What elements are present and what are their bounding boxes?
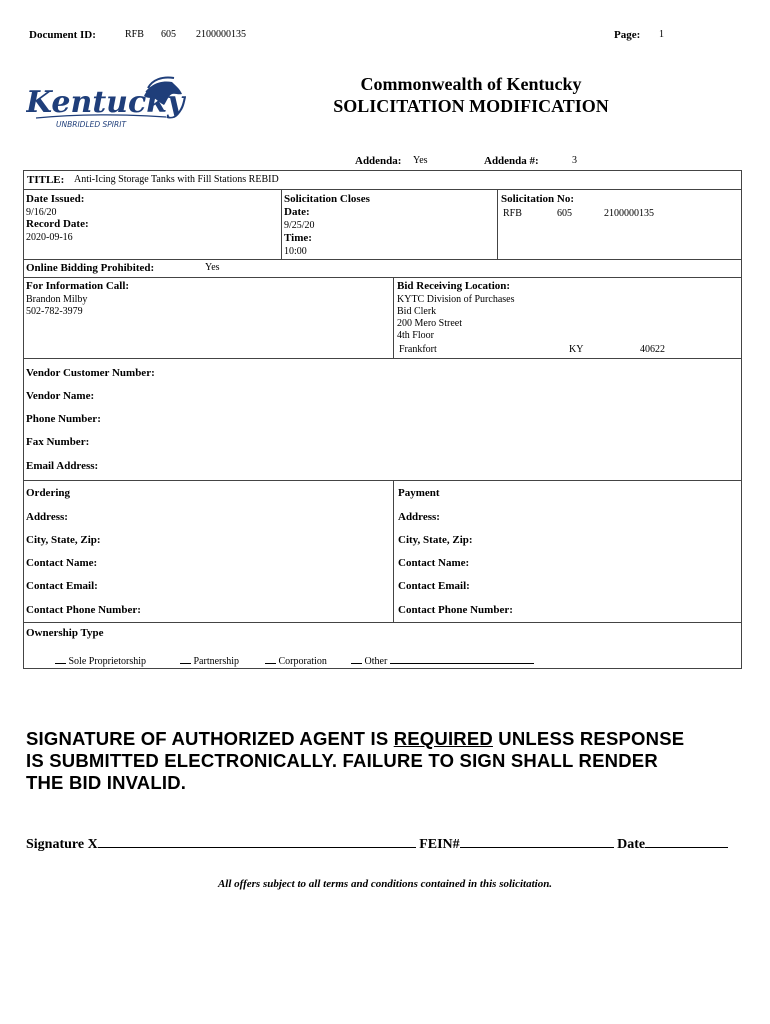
logo-tagline: UNBRIDLED SPIRIT bbox=[56, 120, 127, 129]
kentucky-logo bbox=[26, 74, 186, 134]
info-call-label: For Information Call: bbox=[26, 280, 130, 292]
ownership-option-corporation[interactable] bbox=[265, 654, 327, 667]
warning-pre: SIGNATURE OF AUTHORIZED AGENT IS bbox=[26, 728, 394, 749]
ownership-option-other[interactable] bbox=[351, 654, 534, 667]
doc-code: 605 bbox=[161, 29, 176, 40]
closes-date-label: Date: bbox=[284, 206, 310, 218]
payment-contact-email-label: Contact Email: bbox=[398, 580, 470, 592]
divider bbox=[23, 622, 742, 623]
info-contact-phone: 502-782-3979 bbox=[26, 306, 83, 317]
doc-id-label: Document ID: bbox=[29, 29, 96, 41]
addenda-num-label: Addenda #: bbox=[484, 155, 539, 167]
ownership-option-label: Corporation bbox=[278, 656, 327, 667]
ownership-heading: Ownership Type bbox=[26, 627, 104, 639]
divider bbox=[23, 480, 742, 481]
payment-contact-name-label: Contact Name: bbox=[398, 557, 470, 569]
closes-label: Solicitation Closes bbox=[284, 193, 370, 205]
record-date-label: Record Date: bbox=[26, 218, 89, 230]
checkbox-blank[interactable] bbox=[351, 654, 362, 664]
checkbox-blank[interactable] bbox=[265, 654, 276, 664]
bid-location-line1: KYTC Division of Purchases bbox=[397, 294, 515, 305]
solicitation-type: RFB bbox=[503, 208, 522, 219]
title-line1: Commonwealth of Kentucky bbox=[360, 74, 582, 94]
ownership-option-label: Sole Proprietorship bbox=[68, 656, 146, 667]
divider bbox=[393, 480, 394, 622]
online-bidding-value: Yes bbox=[205, 262, 220, 273]
ownership-option-label: Partnership bbox=[193, 656, 240, 667]
vendor-customer-number-label: Vendor Customer Number: bbox=[26, 367, 155, 379]
closes-date-value: 9/25/20 bbox=[284, 220, 315, 231]
solicitation-no-label: Solicitation No: bbox=[501, 193, 575, 205]
date-label: Date bbox=[617, 837, 646, 852]
title-line2: SOLICITATION MODIFICATION bbox=[333, 96, 609, 116]
online-bidding-label: Online Bidding Prohibited: bbox=[26, 262, 155, 274]
fax-number-label: Fax Number: bbox=[26, 436, 90, 448]
page-label: Page: bbox=[614, 29, 641, 41]
date-issued-value: 9/16/20 bbox=[26, 207, 57, 218]
bid-location-city: Frankfort bbox=[399, 344, 437, 355]
title-label: TITLE: bbox=[27, 174, 65, 186]
payment-contact-phone-label: Contact Phone Number: bbox=[398, 604, 513, 616]
divider bbox=[393, 277, 394, 358]
divider bbox=[23, 259, 742, 260]
ordering-contact-name-label: Contact Name: bbox=[26, 557, 98, 569]
title-value: Anti-Icing Storage Tanks with Fill Stations REBID bbox=[74, 174, 279, 185]
ownership-option-partnership[interactable] bbox=[180, 654, 239, 667]
ordering-contact-email-label: Contact Email: bbox=[26, 580, 98, 592]
doc-type: RFB bbox=[125, 29, 144, 40]
fein-line[interactable] bbox=[460, 833, 614, 848]
signature-label: Signature X bbox=[26, 837, 98, 852]
email-address-label: Email Address: bbox=[26, 460, 99, 472]
addenda-value: Yes bbox=[413, 155, 428, 166]
info-contact-name: Brandon Milby bbox=[26, 294, 88, 305]
bid-location-state: KY bbox=[569, 344, 584, 355]
ordering-contact-phone-label: Contact Phone Number: bbox=[26, 604, 141, 616]
solicitation-code: 605 bbox=[557, 208, 572, 219]
ownership-option-label: Other bbox=[364, 656, 388, 667]
bid-location-zip: 40622 bbox=[640, 344, 665, 355]
terms-note: All offers subject to all terms and conditions contained in this solicitation. bbox=[217, 878, 553, 890]
payment-heading: Payment bbox=[398, 487, 440, 499]
payment-address-label: Address: bbox=[398, 511, 440, 523]
addenda-label: Addenda: bbox=[355, 155, 402, 167]
bid-location-line4: 4th Floor bbox=[397, 330, 434, 341]
divider bbox=[23, 277, 742, 278]
warning-line3: THE BID INVALID. bbox=[26, 772, 187, 793]
other-input-line[interactable] bbox=[390, 654, 534, 664]
ownership-option-sole[interactable] bbox=[55, 654, 146, 667]
time-value: 10:00 bbox=[284, 246, 307, 257]
solicitation-form bbox=[23, 170, 742, 669]
bid-location-line3: 200 Mero Street bbox=[397, 318, 462, 329]
divider bbox=[281, 189, 282, 259]
divider bbox=[497, 189, 498, 259]
warning-post: UNLESS RESPONSE bbox=[492, 728, 685, 749]
fein-label: FEIN# bbox=[419, 837, 460, 852]
checkbox-blank[interactable] bbox=[55, 654, 66, 664]
ordering-city-label: City, State, Zip: bbox=[26, 534, 101, 546]
page-number: 1 bbox=[659, 29, 664, 40]
addenda-num-value: 3 bbox=[572, 155, 577, 166]
signature-warning bbox=[26, 728, 684, 794]
bid-location-line2: Bid Clerk bbox=[397, 306, 437, 317]
bid-location-label: Bid Receiving Location: bbox=[397, 280, 511, 292]
divider bbox=[23, 358, 742, 359]
warning-required: REQUIRED bbox=[393, 728, 493, 749]
signature-row bbox=[26, 833, 728, 853]
date-issued-label: Date Issued: bbox=[26, 193, 85, 205]
ordering-heading: Ordering bbox=[26, 487, 70, 499]
signature-line[interactable] bbox=[98, 833, 416, 848]
divider bbox=[23, 189, 742, 190]
logo-wordmark: Kentucky bbox=[26, 85, 185, 120]
doc-number: 2100000135 bbox=[196, 29, 246, 40]
solicitation-number: 2100000135 bbox=[604, 208, 654, 219]
time-label: Time: bbox=[284, 232, 312, 244]
date-line[interactable] bbox=[645, 833, 728, 848]
payment-city-label: City, State, Zip: bbox=[398, 534, 473, 546]
record-date-value: 2020-09-16 bbox=[26, 232, 73, 243]
vendor-name-label: Vendor Name: bbox=[26, 390, 95, 402]
warning-line2: IS SUBMITTED ELECTRONICALLY. FAILURE TO SIGN SHALL RENDER bbox=[26, 750, 658, 771]
checkbox-blank[interactable] bbox=[180, 654, 191, 664]
phone-number-label: Phone Number: bbox=[26, 413, 101, 425]
ordering-address-label: Address: bbox=[26, 511, 68, 523]
